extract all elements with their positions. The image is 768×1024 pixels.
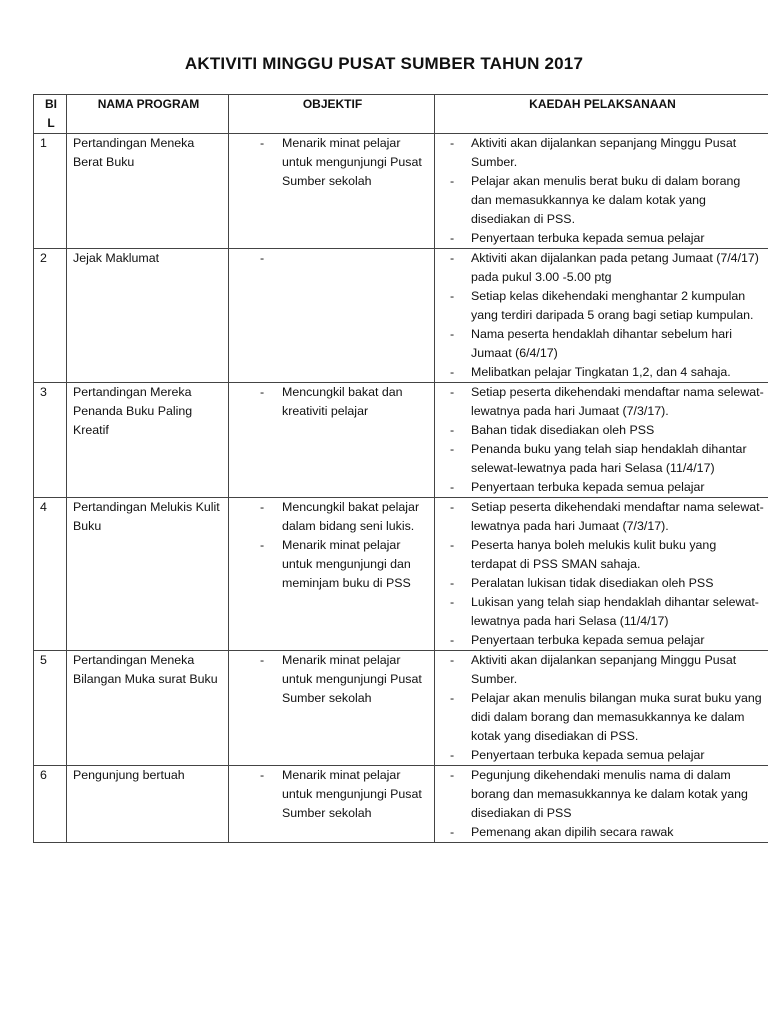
kaedah-item: - Aktiviti akan dijalankan pada petang Jumaat (7/4/17) pada pukul 3.00 -5.00 ptg [447,249,764,287]
kaedah-list [441,383,764,497]
kaedah-item: - Pegunjung dikehendaki menulis nama di dalam borang dan memasukkannya ke dalam kotak yang disediakan di PSS [447,766,764,823]
kaedah-list [441,498,764,650]
kaedah-item: - Penyertaan terbuka kepada semua pelajar [447,631,764,650]
kaedah-item: - Lukisan yang telah siap hendaklah dihantar selewat-lewatnya pada hari Selasa (11/4/17) [447,593,764,631]
cell-nama-program: Pengunjung bertuah [67,766,229,843]
cell-objektif [229,134,435,249]
kaedah-item: - Bahan tidak disediakan oleh PSS [447,421,764,440]
kaedah-item: - Setiap peserta dikehendaki mendaftar nama selewat-lewatnya pada hari Jumaat (7/3/17). [447,498,764,536]
cell-nama-program: Pertandingan Meneka Bilangan Muka surat Buku [67,651,229,766]
table-row [34,249,768,383]
kaedah-item: - Peralatan lukisan tidak disediakan oleh PSS [447,574,764,593]
cell-objektif [229,383,435,498]
objektif-list [235,134,430,191]
cell-bil: 1 [34,134,67,249]
kaedah-item: - Nama peserta hendaklah dihantar sebelum hari Jumaat (6/4/17) [447,325,764,363]
objektif-item: - Menarik minat pelajar untuk mengunjungi Pusat Sumber sekolah [257,651,430,708]
table-row [34,498,768,651]
objektif-list [235,766,430,823]
header-objektif: OBJEKTIF [229,95,435,134]
kaedah-item: - Aktiviti akan dijalankan sepanjang Minggu Pusat Sumber. [447,651,764,689]
kaedah-item: - Pelajar akan menulis bilangan muka surat buku yang didi dalam borang dan memasukkannya ke dalam kotak yang disediakan di PSS. [447,689,764,746]
cell-kaedah-pelaksanaan [435,651,768,766]
kaedah-item: - Melibatkan pelajar Tingkatan 1,2, dan 4 sahaja. [447,363,764,382]
objektif-item: - Mencungkil bakat pelajar dalam bidang seni lukis. [257,498,430,536]
kaedah-item: - Peserta hanya boleh melukis kulit buku yang terdapat di PSS SMAN sahaja. [447,536,764,574]
cell-nama-program: Pertandingan Meneka Berat Buku [67,134,229,249]
kaedah-list [441,134,764,248]
cell-objektif [229,651,435,766]
objektif-list [235,651,430,708]
objektif-item: - Menarik minat pelajar untuk mengunjungi Pusat Sumber sekolah [257,766,430,823]
kaedah-item: - Pemenang akan dipilih secara rawak [447,823,764,842]
table-row [34,134,768,249]
objektif-list [235,383,430,421]
kaedah-item: - Pelajar akan menulis berat buku di dalam borang dan memasukkannya ke dalam kotak yang disediakan di PSS. [447,172,764,229]
cell-kaedah-pelaksanaan [435,383,768,498]
table-body [34,134,768,843]
kaedah-item: - Setiap peserta dikehendaki mendaftar nama selewat-lewatnya pada hari Jumaat (7/3/17). [447,383,764,421]
cell-objektif [229,766,435,843]
kaedah-list [441,766,764,842]
kaedah-item: - Aktiviti akan dijalankan sepanjang Minggu Pusat Sumber. [447,134,764,172]
kaedah-item: - Penyertaan terbuka kepada semua pelajar [447,478,764,497]
kaedah-list [441,651,764,765]
document-title: AKTIVITI MINGGU PUSAT SUMBER TAHUN 2017 [184,54,584,73]
cell-bil: 2 [34,249,67,383]
objektif-item: - Menarik minat pelajar untuk mengunjungi dan meminjam buku di PSS [257,536,430,593]
objektif-list [235,498,430,593]
cell-nama-program: Pertandingan Melukis Kulit Buku [67,498,229,651]
table-row [34,383,768,498]
header-nama-program: NAMA PROGRAM [67,95,229,134]
objektif-item: - Mencungkil bakat dan kreativiti pelajar [257,383,430,421]
header-kaedah-pelaksanaan: KAEDAH PELAKSANAAN [435,95,768,134]
table-row [34,651,768,766]
kaedah-item: - Penyertaan terbuka kepada semua pelajar [447,746,764,765]
activity-table [33,94,768,843]
header-bil: BI L [34,95,67,134]
cell-kaedah-pelaksanaan [435,766,768,843]
kaedah-list [441,249,764,382]
cell-bil: 4 [34,498,67,651]
cell-kaedah-pelaksanaan [435,498,768,651]
kaedah-item: - Setiap kelas dikehendaki menghantar 2 kumpulan yang terdiri daripada 5 orang bagi setiap kumpulan. [447,287,764,325]
cell-nama-program: Pertandingan Mereka Penanda Buku Paling Kreatif [67,383,229,498]
kaedah-item: - Penyertaan terbuka kepada semua pelajar [447,229,764,248]
cell-bil: 5 [34,651,67,766]
cell-kaedah-pelaksanaan [435,249,768,383]
cell-objektif [229,498,435,651]
cell-objektif [229,249,435,383]
table-row [34,766,768,843]
table-header-row [34,95,768,134]
objektif-item: - Menarik minat pelajar untuk mengunjungi Pusat Sumber sekolah [257,134,430,191]
cell-bil: 3 [34,383,67,498]
cell-nama-program: Jejak Maklumat [67,249,229,383]
kaedah-item: - Penanda buku yang telah siap hendaklah dihantar selewat-lewatnya pada hari Selasa (11/4/17) [447,440,764,478]
cell-kaedah-pelaksanaan [435,134,768,249]
cell-bil: 6 [34,766,67,843]
